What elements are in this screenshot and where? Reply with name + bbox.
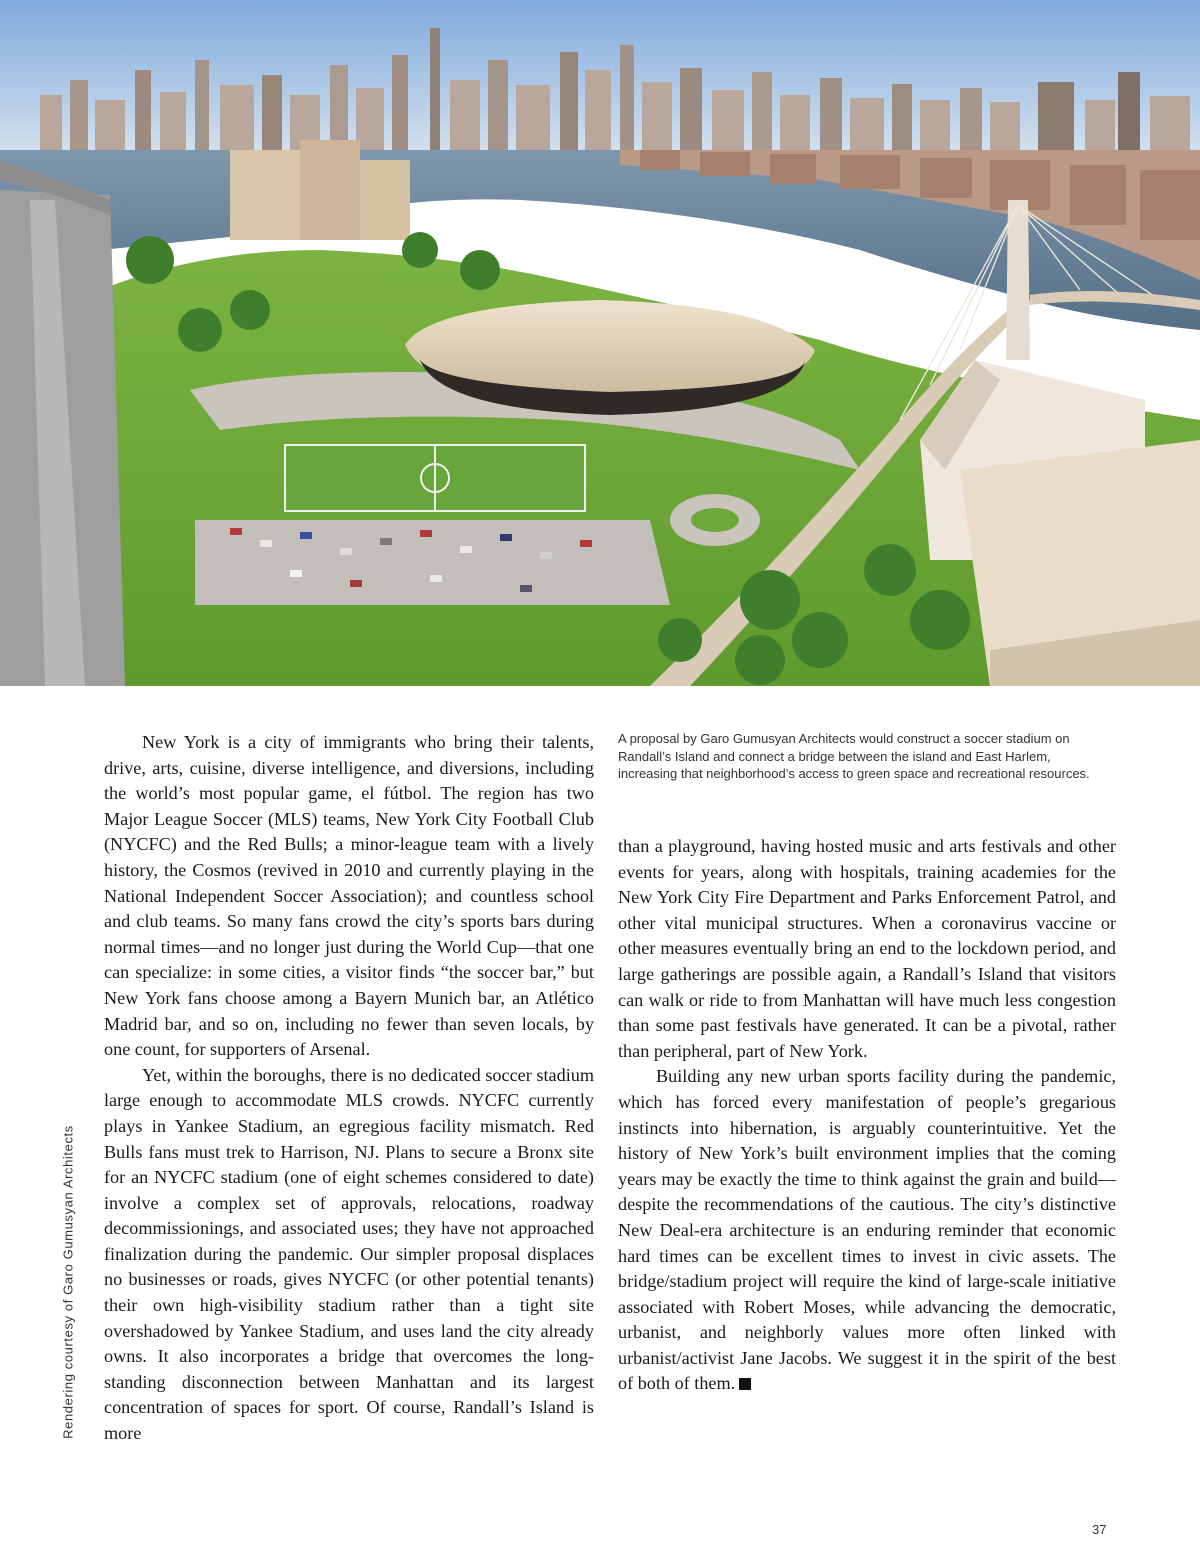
body-paragraph-final [618,1064,1116,1397]
stadium-rendering-illustration [0,0,1200,686]
parking-lot [195,520,670,605]
bridge-pylon [1006,200,1030,360]
end-of-article-square-icon [739,1378,751,1390]
tower-block [300,140,360,240]
page-number: 37 [1092,1522,1107,1537]
final-paragraph-text: Building any new urban sports facility during the pandemic, which has forced every manifestation of people’s gregarious instincts into hibernation, is arguably counterintuitive. Yet the history of New York’s built environment implies that the coming years may be exactly the time to think against the grain and build—despite the recommendations of the cautious. The city’s distinctive New Deal-era architecture is an enduring reminder that economic hard times can be excellent times to invest in civic assets. The bridge/stadium project will require the kind of large-scale initiative associated with Robert Moses, while advancing the democratic, urbanist, and neighborly values more often linked with urbanist/activist Jane Jacobs. We suggest it in the spirit of the best of both of them. [618,1066,1116,1394]
article-column-left [104,730,594,1447]
hero-rendering [0,0,1200,686]
roundabout-center [691,508,739,532]
photo-credit: Rendering courtesy of Garo Gumusyan Architects [60,1125,76,1439]
article-column-right [618,834,1116,1397]
tower-block [360,160,410,240]
tower-block [230,150,305,240]
body-paragraph: than a playground, having hosted music and arts festivals and other events for years, along with hospitals, training academies for the New York City Fire Department and Parks Enforcement Patrol, and other vital municipal structures. When a coronavirus vaccine or other measures eventually bring an end to the lockdown period, and large gatherings are possible again, a Randall’s Island that visitors can walk or ride to from Manhattan will have much less congestion than some past festivals have generated. It can be a pivotal, rather than peripheral, part of New York. [618,836,1116,1061]
body-paragraph: New York is a city of immigrants who bring their talents, drive, arts, cuisine, diverse intelligence, and diversions, including the world’s most popular game, el fútbol. The region has two Major League Soccer (MLS) teams, New York City Football Club (NYCFC) and the Red Bulls; a minor-league team with a lively history, the Cosmos (revived in 2010 and currently playing in the National Independent Soccer Association); and countless school and club teams. So many fans crowd the city’s sports bars during normal times—and no longer just during the World Cup—that one can specialize: in some cities, a visitor finds “the soccer bar,” but New York fans choose among a Bayern Munich bar, an Atlético Madrid bar, and so on, including no fewer than seven locals, by one count, for supporters of Arsenal. [104,732,594,1060]
body-paragraph: Yet, within the boroughs, there is no dedicated soccer stadium large enough to accommodate MLS crowds. NYCFC currently plays in Yankee Stadium, an egregious facility mismatch. Red Bulls fans must trek to Harrison, NJ. Plans to secure a Bronx site for an NYCFC stadium (one of eight schemes considered to date) involve a complex set of approvals, relocations, roadway decommissionings, and associated uses; they have not approached finalization during the pandemic. Our simpler proposal displaces no businesses or roads, gives NYCFC (or other potential tenants) their own high-visibility stadium rather than a tight site overshadowed by Yankee Stadium, and uses land the city already owns. It also incorporates a bridge that overcomes the long-standing disconnection between Manhattan and its largest concentration of spaces for sport. Of course, Randall’s Island is more [104,1064,594,1444]
image-caption: A proposal by Garo Gumusyan Architects would construct a soccer stadium on Randall’s Island and connect a bridge between the island and East Harlem, increasing that neighborhood’s access to green space and recreational resources. [618,731,1090,781]
